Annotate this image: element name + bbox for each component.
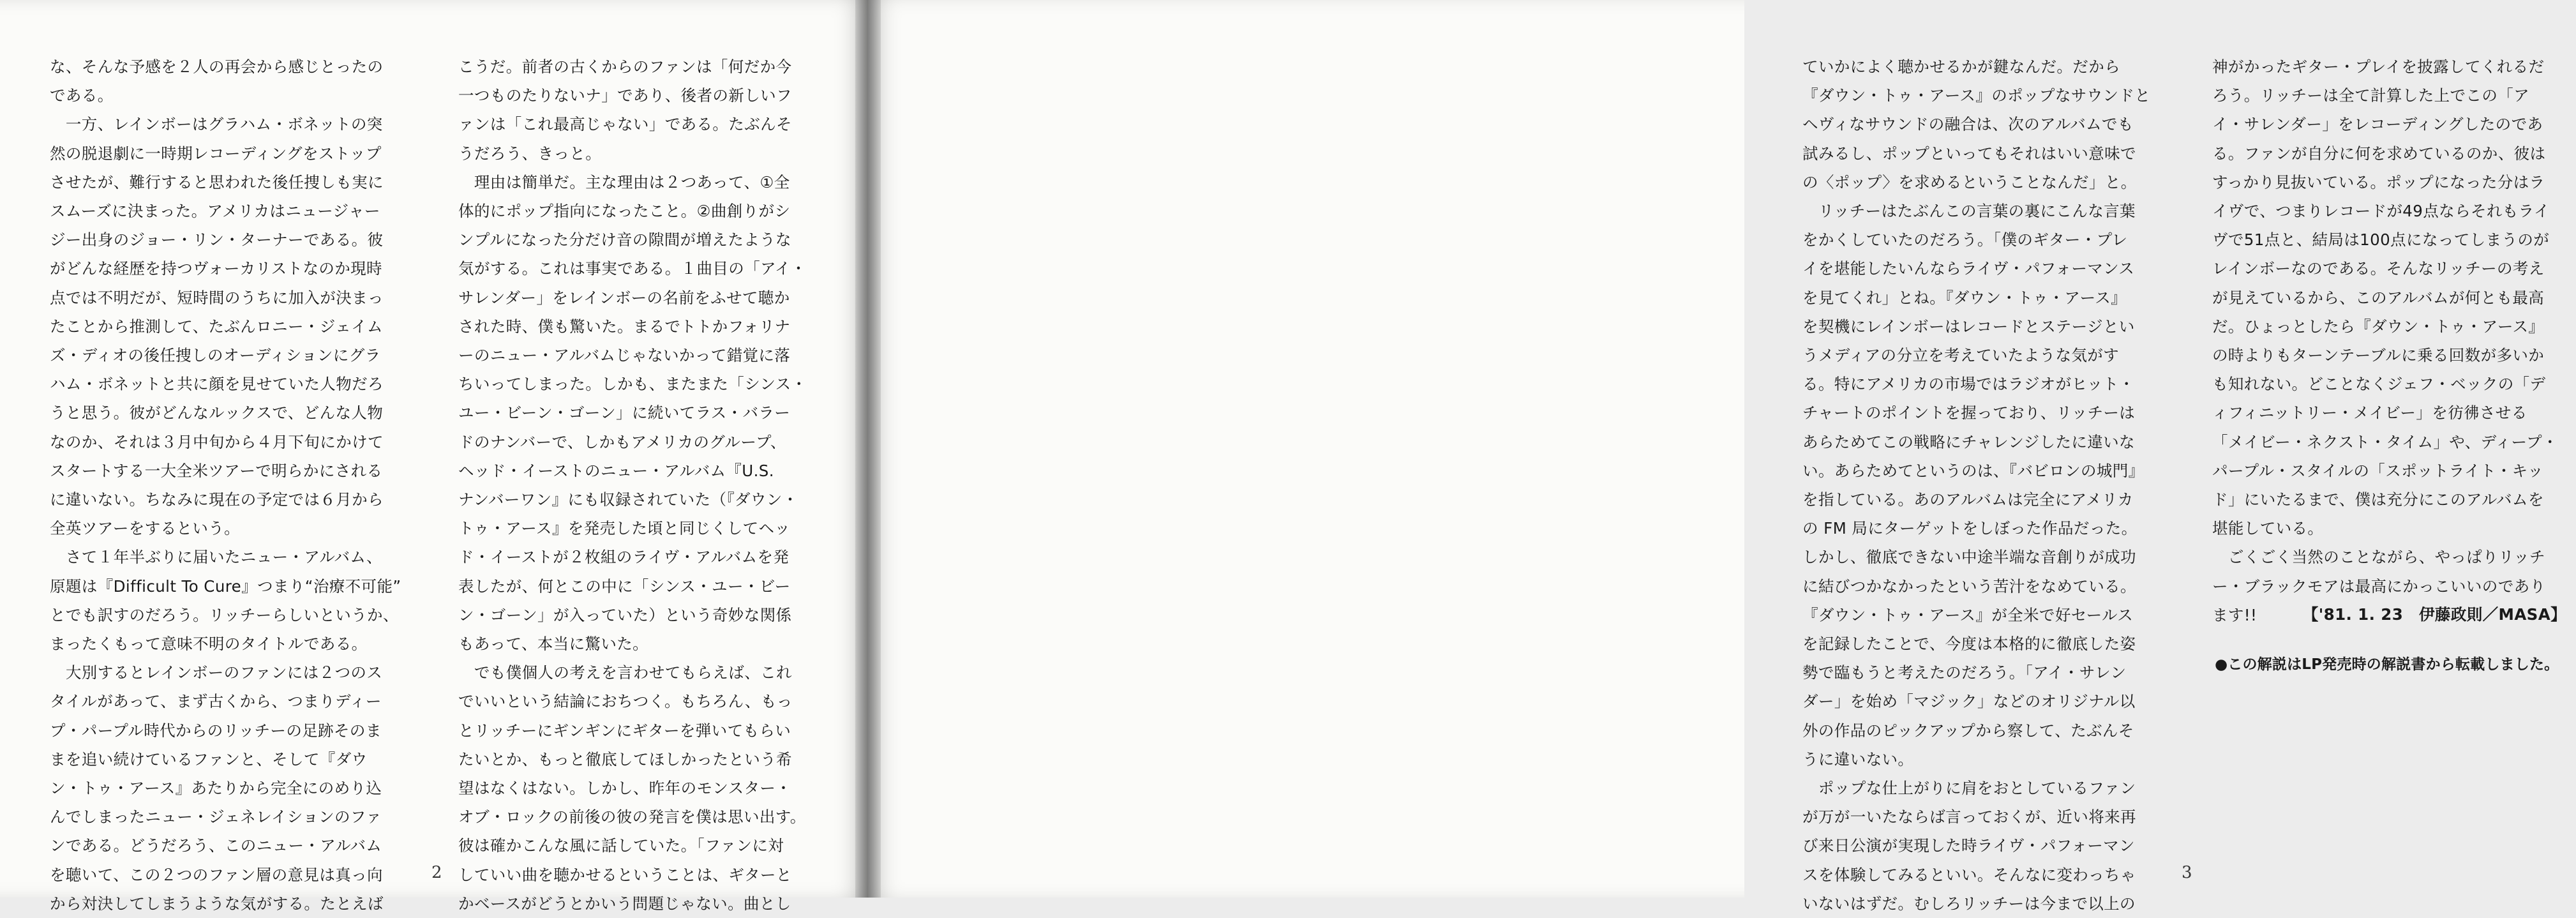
text-line: ィフィニットリー・メイビー」を彷彿させる: [2212, 403, 2527, 423]
text-line: サレンダー」をレインボーの名前をふせて聴か: [458, 288, 790, 307]
text-line: ァンは「これ最高じゃない」である。たぶんそ: [458, 115, 792, 134]
text-line: ンである。どうだろう、このニュー・アルバム: [50, 836, 382, 855]
page-number-right: 3: [2182, 863, 2192, 882]
text-line: でいいという結論におちつく。もちろん、もっ: [458, 692, 793, 711]
text-line: んでしまったニュー・ジェネレイションのファ: [50, 808, 382, 827]
text-line: うに違いない。: [1802, 749, 1914, 769]
text-line: 神がかったギター・プレイを披露してくれるだ: [2212, 57, 2545, 76]
text-line: ンプルになった分だけ音の隙間が増えたような: [458, 230, 791, 250]
text-line: イヴで、つまりレコードが49点ならそれもライ: [2212, 202, 2550, 221]
text-line: 『ダウン・トゥ・アース』が全米で好セールス: [1802, 605, 2134, 624]
text-line: オブ・ロックの前後の彼の発言を僕は思い出す。: [458, 808, 806, 827]
author-signature: 【'81. 1. 23 伊藤政則／MASA】: [2302, 605, 2566, 624]
reprint-note: ●この解説はLP発売時の解説書から転載しました。: [2215, 656, 2559, 673]
text-line: から対決してしまうような気がする。たとえば: [50, 894, 384, 913]
text-line: を指している。あのアルバムは完全にアメリカ: [1802, 490, 2134, 509]
text-line: ユー・ビーン・ゴーン」に続いてラス・バラー: [458, 403, 791, 423]
text-line: でも僕個人の考えを言わせてもらえば、これ: [458, 663, 792, 682]
text-line: 気がする。これは事実である。１曲目の「アイ・: [458, 259, 807, 278]
text-line: いないはずだ。むしろリッチーは今まで以上の: [1802, 894, 2136, 913]
text-line: である。: [50, 86, 114, 105]
left-page-column-1: [50, 52, 414, 918]
text-line: スタートする一大全米ツアーで明らかにされる: [50, 461, 383, 480]
right-page: [868, 0, 2566, 913]
text-line: い。あらためてというのは、『バビロンの城門』: [1802, 461, 2145, 480]
text-line: ちいってしまった。しかも、またまた「シンス・: [458, 375, 807, 394]
text-line: ドのナンバーで、しかもアメリカのグループ、: [458, 432, 786, 451]
text-line: ていかによく聴かせるかが鍵なんだ。だから: [1802, 57, 2120, 76]
text-line: スを体験してみるといい。そんなに変わっちゃ: [1802, 865, 2136, 884]
text-line: の時よりもターンテーブルに乗る回数が多いか: [2212, 346, 2545, 365]
text-line: ド」にいたるまで、僕は充分にこのアルバムを: [2212, 490, 2544, 509]
text-line: たいとか、もっと徹底してほしかったという希: [458, 749, 792, 769]
text-line: させたが、難行すると思われた後任捜しも実に: [50, 172, 384, 192]
text-line: ズ・ディオの後任捜しのオーディションにグラ: [50, 346, 381, 365]
text-line: イを堪能したいんならライヴ・パフォーマンス: [1802, 259, 2135, 278]
text-line: 『ダウン・トゥ・アース』のポップなサウンドと: [1802, 86, 2151, 105]
text-line: うだろう、きっと。: [458, 144, 602, 163]
text-line: さて１年半ぶりに届いたニュー・アルバム、: [50, 548, 382, 567]
text-line: ダー」を始め「マジック」などのオリジナル以: [1802, 692, 2136, 711]
text-line: うと思う。彼がどんなルックスで、どんな人物: [50, 403, 384, 423]
text-line: び来日公演が実現した時ライヴ・パフォーマン: [1802, 836, 2135, 855]
text-line: る。特にアメリカの市場ではラジオがヒット・: [1802, 375, 2135, 394]
text-line: 原題は『Difficult To Cure』つまり“治療不可能”: [50, 576, 401, 596]
text-line: うメディアの分立を考えていたような気がす: [1802, 346, 2120, 365]
text-line: スムーズに決まった。アメリカはニュージャー: [50, 202, 380, 221]
text-line: な、そんな予感を２人の再会から感じとったの: [50, 57, 384, 76]
text-line: だ。ひょっとしたら『ダウン・トゥ・アース』: [2212, 317, 2545, 336]
text-line: 体的にポップ指向になったこと。②曲創りがシ: [458, 202, 791, 221]
text-line: 外の作品のピックアップから察して、たぶんそ: [1802, 721, 2134, 740]
text-line: とリッチーにギンギンにギターを弾いてもらい: [458, 721, 791, 740]
text-line: とでも訳すのだろう。リッチーらしいというか、: [50, 605, 399, 624]
text-line: がどんな経歴を持つヴォーカリストなのか現時: [50, 259, 382, 278]
right-page-column-2: [2212, 52, 2576, 629]
text-line: しかし、徹底できない中途半端な音創りが成功: [1802, 548, 2136, 567]
text-line: を記録したことで、今度は本格的に徹底した姿: [1802, 635, 2136, 654]
text-line: まを追い続けているファンと、そして『ダウ: [50, 749, 368, 769]
text-line: をかくしていたのだろう。「僕のギター・プレ: [1802, 230, 2128, 250]
page-number-left: 2: [431, 863, 442, 882]
text-line: たことから推測して、たぶんロニー・ジェイム: [50, 317, 383, 336]
text-line: まったくもって意味不明のタイトルである。: [50, 635, 368, 654]
text-line: ナンバーワン』にも収録されていた（『ダウン・: [458, 490, 798, 509]
text-line: すっかり見抜いている。ポップになった分はラ: [2212, 172, 2545, 192]
text-line: も知れない。どことなくジェフ・ベックの「デ: [2212, 375, 2546, 394]
text-line: ン・トゥ・アース』あたりから完全にのめり込: [50, 779, 382, 798]
text-line: 一方、レインボーはグラハム・ボネットの突: [50, 115, 383, 134]
text-line: 表したが、何とこの中に「シンス・ユー・ビー: [458, 576, 791, 596]
text-line: プ・パープル時代からのリッチーの足跡そのま: [50, 721, 382, 740]
text-line: 勢で臨もうと考えたのだろう。「アイ・サレン: [1802, 663, 2127, 682]
text-line: ヘッド・イーストのニュー・アルバム『U.S.: [458, 461, 774, 480]
text-line: 堪能している。: [2212, 519, 2324, 538]
text-line: 望はなくはない。しかし、昨年のモンスター・: [458, 779, 792, 798]
text-line: ド・イーストが２枚組のライヴ・アルバムを発: [458, 548, 790, 567]
left-page-column-2: [458, 52, 822, 918]
text-line: こうだ。前者の古くからのファンは「何だか今: [458, 57, 792, 76]
text-line: パープル・スタイルの「スポットライト・キッ: [2212, 461, 2543, 480]
text-line: レインボーなのである。そんなリッチーの考え: [2212, 259, 2545, 278]
text-line: かベースがどうとかいう問題じゃない。曲とし: [458, 894, 791, 913]
text-line: を契機にレインボーはレコードとステージとい: [1802, 317, 2135, 336]
left-page: [0, 0, 868, 913]
text-line: ハム・ボネットと共に顔を見せていた人物だろ: [50, 375, 384, 394]
text-line: 試みるし、ポップといってもそれはいい意味で: [1802, 144, 2136, 163]
right-page-column-1: [1802, 52, 2166, 918]
text-line: が万が一いたならば言っておくが、近い将来再: [1802, 808, 2136, 827]
text-line: 点では不明だが、短時間のうちに加入が決まっ: [50, 288, 384, 307]
text-line: を見てくれ」とね。『ダウン・トゥ・アース』: [1802, 288, 2127, 307]
text-line: ヴで51点と、結局は100点になってしまうのが: [2212, 230, 2550, 250]
text-line: が見えているから、このアルバムが何とも最高: [2212, 288, 2545, 307]
text-line: 「メイビー・ネクスト・タイム」や、ディープ・: [2212, 432, 2558, 451]
text-line: していい曲を聴かせるということは、ギターと: [458, 865, 792, 884]
text-line: もあって、本当に驚いた。: [458, 635, 649, 654]
text-line: の FM 局にターゲットをしぼった作品だった。: [1802, 519, 2138, 538]
text-line: なのか、それは３月中旬から４月下旬にかけて: [50, 432, 384, 451]
book-gutter: [855, 0, 881, 898]
text-line: ます!!: [2212, 605, 2258, 624]
text-line: る。ファンが自分に何を求めているのか、彼は: [2212, 144, 2546, 163]
text-line: 然の脱退劇に一時期レコーディングをストップ: [50, 144, 382, 163]
text-line: ろう。リッチーは全て計算した上でこの「ア: [2212, 86, 2530, 105]
text-line: ポップな仕上がりに肩をおとしているファン: [1802, 779, 2136, 798]
text-line: 理由は簡単だ。主な理由は２つあって、①全: [458, 172, 790, 192]
text-line: ー・ブラックモアは最高にかっこいいのであり: [2212, 576, 2546, 596]
text-line: に結びつかなかったという苦汁をなめている。: [1802, 576, 2136, 596]
text-line: 大別するとレインボーのファンには２つのス: [50, 663, 383, 682]
text-line: タイルがあって、まず古くから、つまりディー: [50, 692, 382, 711]
text-line: トゥ・アース』を発売した頃と同じくしてヘッ: [458, 519, 791, 538]
text-line: の〈ポップ〉を求めるということなんだ」と。: [1802, 172, 2137, 192]
text-line: ン・ゴーン」が入っていた）という奇妙な関係: [458, 605, 792, 624]
text-line: 一つものたりないナ」であり、後者の新しいフ: [458, 86, 792, 105]
text-line: あらためてこの戦略にチャレンジしたに違いな: [1802, 432, 2135, 451]
text-line: 彼は確かこんな風に話していた。「ファンに対: [458, 836, 784, 855]
text-line: を聴いて、この２つのファン層の意見は真っ向: [50, 865, 383, 884]
text-line: イ・サレンダー」をレコーディングしたのであ: [2212, 115, 2543, 134]
text-line: ーのニュー・アルバムじゃないかって錯覚に落: [458, 346, 791, 365]
text-line: ごくごく当然のことながら、やっぱりリッチ: [2212, 548, 2545, 567]
text-line: ジー出身のジョー・リン・ターナーである。彼: [50, 230, 384, 250]
text-line: された時、僕も驚いた。まるでトトかフォリナ: [458, 317, 791, 336]
text-line: リッチーはたぶんこの言葉の裏にこんな言葉: [1802, 202, 2136, 221]
text-line: ヘヴィなサウンドの融合は、次のアルバムでも: [1802, 115, 2134, 134]
text-line: 全英ツアーをするという。: [50, 519, 241, 538]
text-line: に違いない。ちなみに現在の予定では６月から: [50, 490, 384, 509]
text-line: チャートのポイントを握っており、リッチーは: [1802, 403, 2136, 423]
